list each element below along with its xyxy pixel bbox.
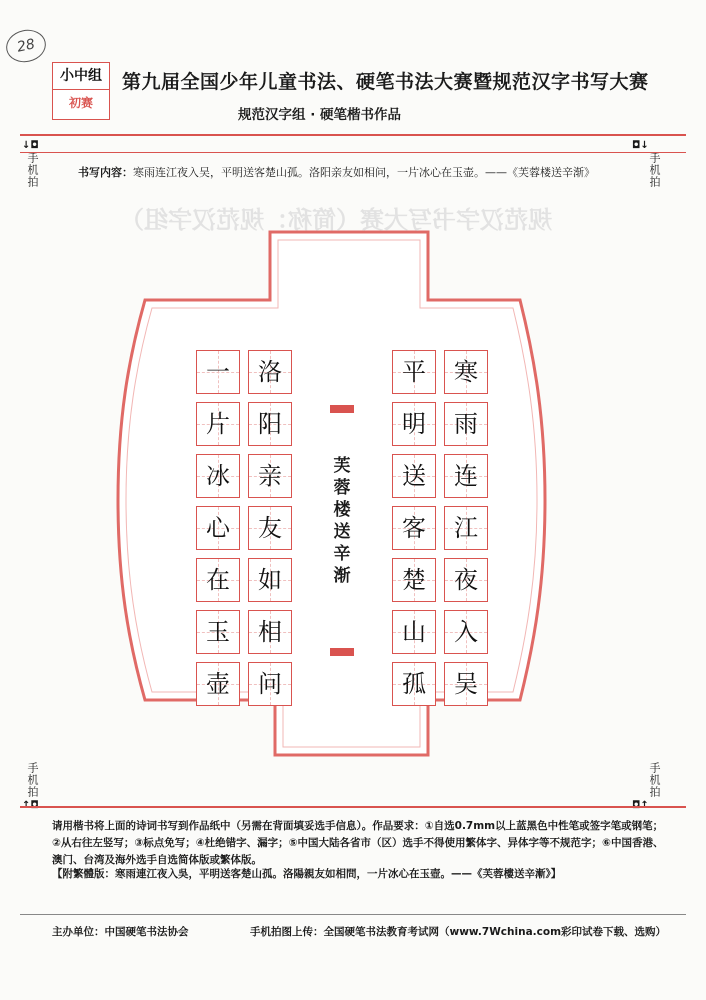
title-ribbon-top bbox=[330, 405, 354, 413]
handwritten-number: 28 bbox=[3, 26, 49, 66]
corner-mark-top-right: ◘↓ bbox=[632, 140, 649, 151]
title-ribbon-bottom bbox=[330, 648, 354, 656]
poem-char: 雨 bbox=[444, 402, 488, 446]
poem-char: 楚 bbox=[392, 558, 436, 602]
poem-char: 入 bbox=[444, 610, 488, 654]
poem-char: 明 bbox=[392, 402, 436, 446]
poem-char: 夜 bbox=[444, 558, 488, 602]
poem-char: 友 bbox=[248, 506, 292, 550]
poem-char: 壶 bbox=[196, 662, 240, 706]
corner-mark-top-left: ↓◘ bbox=[22, 140, 39, 151]
instructions-divider bbox=[20, 806, 686, 808]
poem-char: 相 bbox=[248, 610, 292, 654]
poem-char: 冰 bbox=[196, 454, 240, 498]
corner-mark-bottom-left: ↑◘ bbox=[22, 800, 39, 811]
poem-char: 孤 bbox=[392, 662, 436, 706]
page-title: 第九届全国少年儿童书法、硬笔书法大赛暨规范汉字书写大赛 bbox=[122, 71, 649, 93]
poem-char: 江 bbox=[444, 506, 488, 550]
poem-char: 客 bbox=[392, 506, 436, 550]
page-subtitle: 规范汉字组 · 硬笔楷书作品 bbox=[238, 107, 402, 123]
poem-char: 吴 bbox=[444, 662, 488, 706]
badge-group: 小中组 bbox=[53, 63, 109, 90]
poem-char: 问 bbox=[248, 662, 292, 706]
footer-rule bbox=[20, 914, 686, 915]
instructions: 请用楷书将上面的诗词书写到作品纸中（另需在背面填妥选手信息）。作品要求：①自选0.7mm以上蓝黑色中性笔或签字笔或钢笔；②从右往左竖写；③标点免写；④杜绝错字、漏字；⑤中国大陆各省市（区）选手不得使用繁体字、异体字等不规范字；⑥中国香港、澳门、台湾及海外选手自选简体版或繁体版。 bbox=[52, 820, 664, 866]
footer-upload: 手机拍图上传：全国硬笔书法教育考试网（www.7Wchina.com彩印试卷下载、选购） bbox=[250, 926, 667, 938]
poem-char: 如 bbox=[248, 558, 292, 602]
poem-char: 心 bbox=[196, 506, 240, 550]
side-label-right-top: 手机拍 bbox=[648, 152, 661, 188]
poem-char: 洛 bbox=[248, 350, 292, 394]
traditional-version: 【附繁體版：寒雨連江夜入吳，平明送客楚山孤。洛陽親友如相問，一片冰心在玉壺。——《芙蓉樓送辛漸》】 bbox=[52, 868, 562, 880]
content-label: 书写内容： bbox=[78, 166, 133, 179]
side-label-left-top: 手机拍 bbox=[26, 152, 39, 188]
poem-char: 片 bbox=[196, 402, 240, 446]
side-label-left-bottom: 手机拍 bbox=[26, 762, 39, 798]
footer-organizer: 主办单位：中国硬笔书法协会 bbox=[52, 926, 189, 938]
poem-char: 玉 bbox=[196, 610, 240, 654]
poem-char: 山 bbox=[392, 610, 436, 654]
header-divider bbox=[20, 134, 686, 136]
poem-char: 送 bbox=[392, 454, 436, 498]
badge-round: 初赛 bbox=[68, 96, 93, 110]
corner-mark-bottom-right: ◘↑ bbox=[632, 800, 649, 811]
group-badge bbox=[52, 62, 110, 120]
content-top-rule bbox=[20, 152, 686, 153]
content-text: 寒雨连江夜入吴，平明送客楚山孤。洛阳亲友如相问，一片冰心在玉壶。——《芙蓉楼送辛渐》 bbox=[133, 166, 595, 179]
poem-char: 阳 bbox=[248, 402, 292, 446]
poem-char: 亲 bbox=[248, 454, 292, 498]
poem-char: 寒 bbox=[444, 350, 488, 394]
poem-char: 连 bbox=[444, 454, 488, 498]
side-label-right-bottom: 手机拍 bbox=[648, 762, 661, 798]
bleed-through-text: 规范汉字书写大赛（简称：规范汉字组） bbox=[120, 206, 552, 234]
poem-title: 芙蓉楼送辛渐 bbox=[333, 456, 351, 586]
content-line bbox=[78, 164, 595, 180]
poem-char: 一 bbox=[196, 350, 240, 394]
poem-char: 平 bbox=[392, 350, 436, 394]
poem-char: 在 bbox=[196, 558, 240, 602]
